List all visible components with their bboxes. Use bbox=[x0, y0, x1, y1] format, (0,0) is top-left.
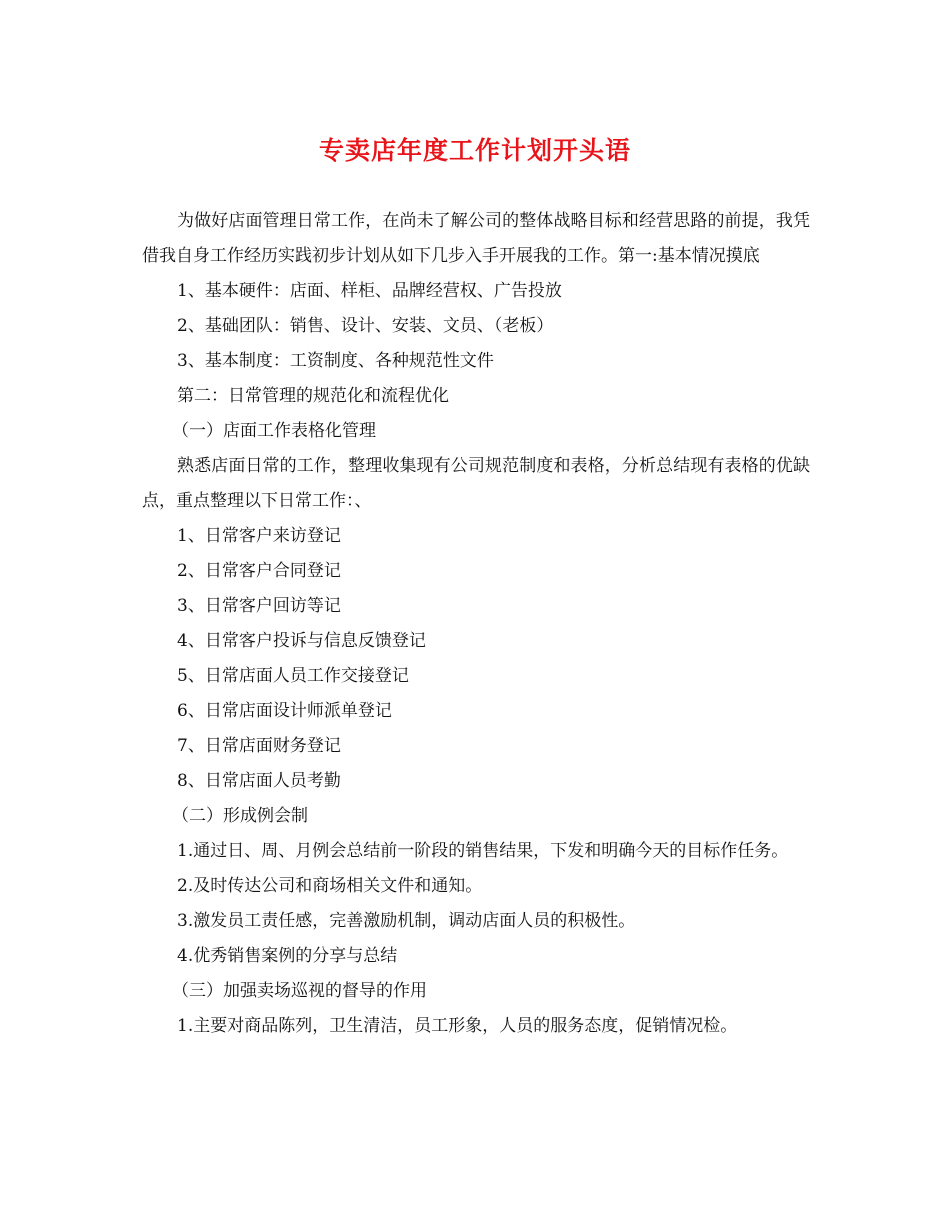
list-item-attendance: 8、日常店面人员考勤 bbox=[177, 771, 341, 791]
body-paragraph-forms: 熟悉店面日常的工作，整理收集现有公司规范制度和表格，分析总结现有表格的优缺点，重点整理以下日常工作：、 bbox=[142, 456, 810, 511]
meeting-item-3: 3.激发员工责任感，完善激励机制，调动店面人员的积极性。 bbox=[177, 911, 636, 931]
meeting-item-4: 4.优秀销售案例的分享与总结 bbox=[177, 946, 398, 966]
list-item-designer-log: 6、日常店面设计师派单登记 bbox=[177, 701, 392, 721]
list-item-hardware: 1、基本硬件：店面、样柜、品牌经营权、广告投放 bbox=[177, 281, 562, 301]
section-heading-second: 第二：日常管理的规范化和流程优化 bbox=[177, 386, 449, 406]
list-item-handover-log: 5、日常店面人员工作交接登记 bbox=[177, 666, 409, 686]
list-item-visit-log: 1、日常客户来访登记 bbox=[177, 526, 341, 546]
list-item-contract-log: 2、日常客户合同登记 bbox=[177, 561, 341, 581]
meeting-item-1: 1.通过日、周、月例会总结前一阶段的销售结果，下发和明确今天的目标作任务。 bbox=[177, 841, 789, 861]
list-item-team: 2、基础团队：销售、设计、安装、文员、（老板） bbox=[177, 316, 554, 336]
list-item-complaint-log: 4、日常客户投诉与信息反馈登记 bbox=[177, 631, 426, 651]
list-item-system: 3、基本制度：工资制度、各种规范性文件 bbox=[177, 351, 494, 371]
meeting-item-2: 2.及时传达公司和商场相关文件和通知。 bbox=[177, 876, 483, 896]
inspection-item-1: 1.主要对商品陈列，卫生清洁，员工形象，人员的服务态度，促销情况检。 bbox=[177, 1016, 738, 1036]
document-title: 专卖店年度工作计划开头语 bbox=[318, 136, 631, 165]
subsection-heading-3: （三）加强卖场巡视的督导的作用 bbox=[172, 981, 427, 1001]
list-item-finance-log: 7、日常店面财务登记 bbox=[177, 736, 341, 756]
document-body bbox=[142, 204, 810, 1044]
intro-paragraph: 为做好店面管理日常工作，在尚未了解公司的整体战略目标和经营思路的前提，我凭借我自身工作经历实践初步计划从如下几步入手开展我的工作。第一:基本情况摸底 bbox=[142, 211, 810, 266]
subsection-heading-1: （一）店面工作表格化管理 bbox=[172, 421, 376, 441]
subsection-heading-2: （二）形成例会制 bbox=[172, 806, 308, 826]
list-item-revisit-log: 3、日常客户回访等记 bbox=[177, 596, 341, 616]
